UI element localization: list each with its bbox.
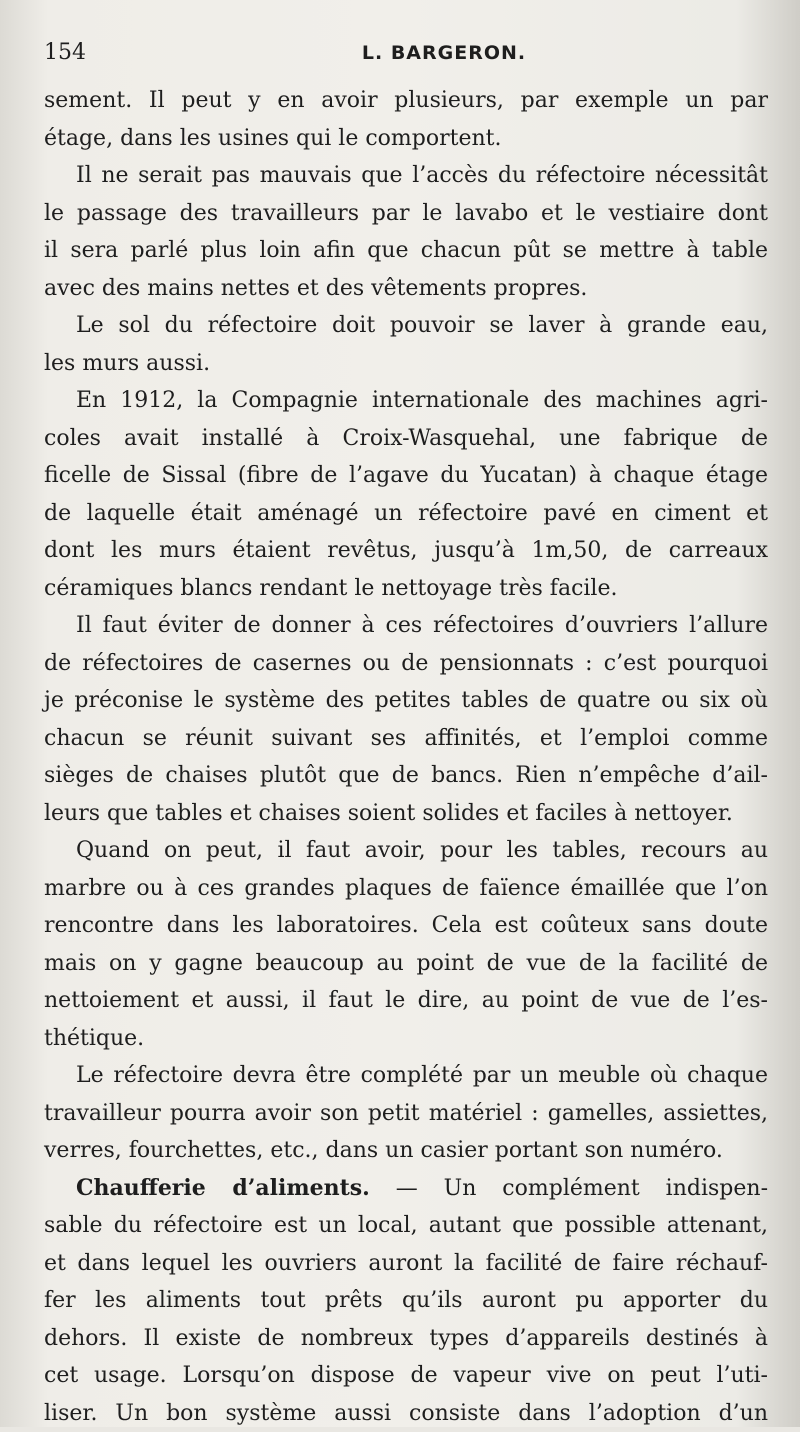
text-line: verres, fourchettes, etc., dans un casier portant son numéro.	[44, 1132, 768, 1170]
text-line: les murs aussi.	[44, 345, 768, 383]
text-line: fer les aliments tout prêts qu’ils auront pu apporter du	[44, 1282, 768, 1320]
text-line: leurs que tables et chaises soient solides et faciles à nettoyer.	[44, 795, 768, 833]
text-line: sement. Il peut y en avoir plusieurs, par exemple un par	[44, 82, 768, 120]
text-line: thétique.	[44, 1020, 768, 1058]
text-line: céramiques blancs rendant le nettoyage très facile.	[44, 570, 768, 608]
text-line: liser. Un bon système aussi consiste dans l’adoption d’un	[44, 1395, 768, 1432]
text-line: étage, dans les usines qui le comportent.	[44, 120, 768, 158]
text-line: rencontre dans les laboratoires. Cela est coûteux sans doute	[44, 907, 768, 945]
text-line: sable du réfectoire est un local, autant que possible attenant,	[44, 1207, 768, 1245]
text-line: mais on y gagne beaucoup au point de vue de la facilité de	[44, 945, 768, 983]
text-line: sièges de chaises plutôt que de bancs. Rien n’empêche d’ail-	[44, 757, 768, 795]
page-number: 154	[44, 40, 86, 65]
text-line: avec des mains nettes et des vêtements propres.	[44, 270, 768, 308]
text-line: Le réfectoire devra être complété par un meuble où chaque	[44, 1057, 768, 1095]
text-line: coles avait installé à Croix-Wasquehal, une fabrique de	[44, 420, 768, 458]
text-line: nettoiement et aussi, il faut le dire, au point de vue de l’es-	[44, 982, 768, 1020]
section-heading: Chaufferie d’aliments.	[76, 1175, 370, 1201]
text-line: dont les murs étaient revêtus, jusqu’à 1m,50, de carreaux	[44, 532, 768, 570]
text-line: le passage des travailleurs par le lavabo et le vestiaire dont	[44, 195, 768, 233]
text-line: de laquelle était aménagé un réfectoire pavé en ciment et	[44, 495, 768, 533]
text-line: dehors. Il existe de nombreux types d’appareils destinés à	[44, 1320, 768, 1358]
text-line: cet usage. Lorsqu’on dispose de vapeur vive on peut l’uti-	[44, 1357, 768, 1395]
text-line: Il ne serait pas mauvais que l’accès du réfectoire nécessitât	[44, 157, 768, 195]
text-line	[44, 1170, 768, 1208]
body-text	[44, 82, 768, 1432]
text-line: Le sol du réfectoire doit pouvoir se laver à grande eau,	[44, 307, 768, 345]
text-line: il sera parlé plus loin afin que chacun pût se mettre à table	[44, 232, 768, 270]
text-line: Il faut éviter de donner à ces réfectoires d’ouvriers l’allure	[44, 607, 768, 645]
text-line: je préconise le système des petites tables de quatre ou six où	[44, 682, 768, 720]
line-text: — Un complément indispen-	[370, 1176, 768, 1201]
text-line: travailleur pourra avoir son petit matériel : gamelles, assiettes,	[44, 1095, 768, 1133]
text-line: ficelle de Sissal (fibre de l’agave du Yucatan) à chaque étage	[44, 457, 768, 495]
text-line: En 1912, la Compagnie internationale des machines agri-	[44, 382, 768, 420]
text-line: marbre ou à ces grandes plaques de faïence émaillée que l’on	[44, 870, 768, 908]
text-line: et dans lequel les ouvriers auront la facilité de faire réchauf-	[44, 1245, 768, 1283]
running-head: L. BARGERON.	[44, 42, 764, 64]
text-line: chacun se réunit suivant ses affinités, et l’emploi comme	[44, 720, 768, 758]
text-line: Quand on peut, il faut avoir, pour les tables, recours au	[44, 832, 768, 870]
page-header	[44, 40, 764, 70]
text-line: de réfectoires de casernes ou de pensionnats : c’est pourquoi	[44, 645, 768, 683]
